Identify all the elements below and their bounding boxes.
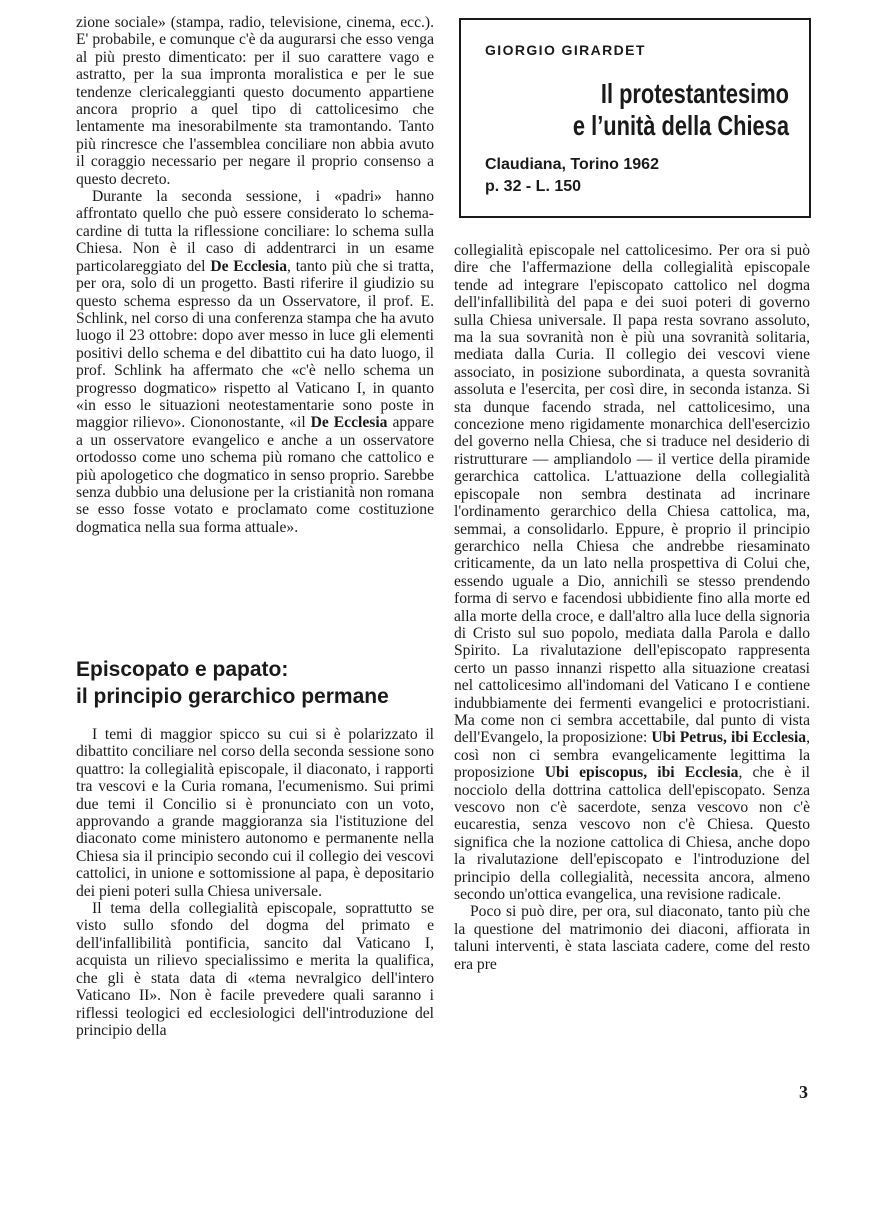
ubi-petrus-bold: Ubi Petrus, ibi Ecclesia — [651, 729, 807, 747]
paragraph-collegiality: Il tema della collegialità episcopale, soprattutto se visto sullo sfondo del dogma del primato e dell'infallibilità pontificia, sancito dal Vaticano I, acquista un rilievo specialissimo e merita la qualifica, che gli è stata data di «tema nevralgico dell'intero Vaticano II». Non è facile prevedere quali saranno i riflessi teologici ed ecclesiologici dell'introduzione del principio della — [76, 900, 434, 1039]
left-column-top — [76, 14, 434, 536]
book-review-box — [459, 18, 811, 218]
book-title-line1: Il protestantesimo — [600, 78, 789, 109]
text-run: , tanto più che si tratta, per ora, solo di un progetto. Basti riferire il giudizio su questo schema espresso da un Osservatore, il prof. E. Schlink, nel corso di una conferenza stampa che ha avuto luogo il 23 ottobre: dopo aver messo in luce gli elementi positivi dello schema e del dibattito cui ha dato luogo, il prof. Schlink ha affermato che «c'è nello schema un progresso dogmatico» rispetto al Vaticano I, in quanto «in esso le situazioni neotestamentarie sono poste in maggior rilievo». Ciononostante, «il — [76, 257, 434, 432]
book-author: GIORGIO GIRARDET — [485, 42, 646, 58]
book-title — [573, 78, 789, 142]
book-publication — [485, 154, 659, 198]
text-run: , così non ci sembra evangelicamente legittima la proposizione — [454, 729, 810, 782]
book-publisher: Claudiana, Torino 1962 — [485, 156, 659, 173]
book-details: p. 32 - L. 150 — [485, 178, 582, 195]
paragraph-main-themes: I temi di maggior spicco su cui si è polarizzato il dibattito conciliare nel corso della seconda sessione sono quattro: la collegialità episcopale, il diaconato, i rapporti tra vescovi e la Curia romana, l'ecumenismo. Sui primi due temi il Concilio si è pronunciato con un voto, approvando a grande maggioranza sia l'istituzione del diaconato come ministero autonomo e permanente nella Chiesa sia il principio secondo cui il collegio dei vescovi cattolici, in unione e sottomissione al papa, è depositario dei pieni poteri sulla Chiesa universale. — [76, 726, 434, 900]
section-heading-line2: il principio gerarchico permane — [76, 685, 389, 708]
text-run: Durante la seconda sessione, i «padri» hanno affrontato quello che può essere considerato lo schema-cardine di tutta la riflessione conciliare: lo schema sulla Chiesa. Non è il caso di addentrarci in un esame particolareggiato del — [76, 188, 434, 275]
text-run: appare a un osservatore evangelico e anche a un osservatore ortodosso come uno schema più romano che cattolico e più apologetico che dogmatico in senso proprio. Sarebbe senza dubbio una delusione per la cristianità non romana se esso fosse votato e proclamato come costituzione dogmatica nella sua forma attuale». — [76, 414, 434, 536]
paragraph-diaconate: Poco si può dire, per ora, sul diaconato, tanto più che la questione del matrimonio dei diaconi, affiorata in taluni interventi, è stata lasciata cadere, come del resto era pre — [454, 903, 810, 973]
section-heading — [76, 656, 446, 710]
section-heading-line1: Episcopato e papato: — [76, 658, 289, 681]
paragraph-collegiality-continued — [454, 242, 810, 903]
paragraph-second-session — [76, 188, 434, 536]
right-column — [454, 242, 810, 973]
text-run: collegialità episcopale nel cattolicesimo. Per ora si può dire che l'affermazione della collegialità episcopale tende ad integrare l'episcopato cattolico nel dogma dell'infallibilità del papa e dei suoi poteri di governo sulla Chiesa universale. Il papa resta sovrano assoluto, ma la sua sovranità non è più una sovranità solitaria, mediata dalla Curia. Il collegio dei vescovi viene associato, in posizione subordinata, a questa sovranità assoluta e l'esercita, per così dire, in seconda istanza. Si sta dunque facendo strada, nel cattolicesimo, una concezione meno rigidamente monarchica dell'esercizio del governo nella Chiesa, che si traduce nel desiderio di ristrutturare — ampliandolo — il vertice della piramide gerarchica cattolica. L'attuazione della collegialità episcopale non sembra destinata ad incrinare l'ordinamento gerarchico della Chiesa cattolica, ma, semmai, a consolidarlo. Eppure, è proprio il principio gerarchico nella Chiesa che andrebbe riesaminato criticamente, da un lato nella prospettiva di Colui che, essendo uguale a Dio, annichilì se stesso prendendo forma di servo e facendosi ubbidiente fino alla morte ed alla morte della croce, e dall'altro alla luce della signoria di Cristo sul suo popolo, mediata dalla Parola e dallo Spirito. La rivalutazione dell'episcopato rappresenta certo un passo innanzi rispetto alla situazione creatasi nel cattolicesimo all'indomani del Vaticano I e contiene indubbiamente dei fermenti evangelici e protocristiani. Ma come non ci sembra accettabile, dal punto di vista dell'Evangelo, la proposizione: — [454, 242, 810, 747]
text-run: , che è il nocciolo della dottrina cattolica dell'episcopato. Senza vescovo non c'è sacerdote, senza vescovo non c'è eucarestia, senza vescovo non c'è Chiesa. Questo significa che la nozione cattolica di Chiesa, anche dopo la rivalutazione dell'episcopato e l'introduzione del principio della collegialità, necessita ancora, almeno secondo un'ottica evangelica, una revisione radicale. — [454, 764, 810, 904]
paragraph-decree: zione sociale» (stampa, radio, televisione, cinema, ecc.). E' probabile, e comunque c'è da augurarsi che esso venga al più presto dimenticato: per il suo carattere vago e astratto, per la sua impronta moralistica e per le sue tendenze clericaleggianti questo documento appartiene ancora proprio a quel tipo di cattolicesimo che lentamente ma inesorabilmente sta tramontando. Tanto più rincresce che l'assemblea conciliare non abbia avuto il coraggio necessario per negare il proprio consenso a questo decreto. — [76, 14, 434, 188]
de-ecclesia-bold: De Ecclesia — [310, 414, 388, 432]
book-title-line2: e l’unità della Chiesa — [572, 110, 789, 141]
de-ecclesia-bold: De Ecclesia — [210, 257, 287, 275]
ubi-episcopus-bold: Ubi episcopus, ibi Ecclesia — [544, 764, 739, 782]
left-column-bottom — [76, 726, 434, 1039]
page-number: 3 — [799, 1082, 808, 1102]
